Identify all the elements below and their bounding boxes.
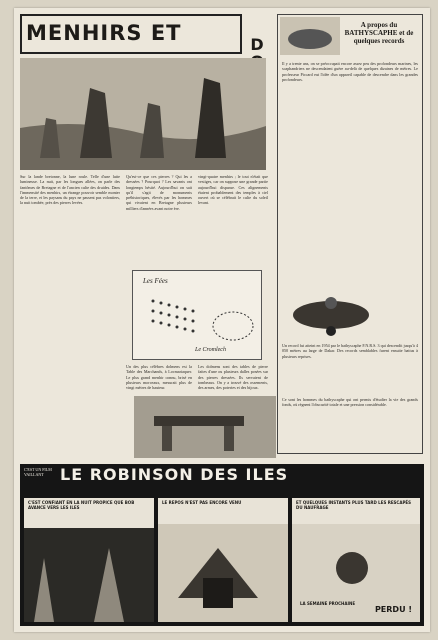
- panel-3-footer: LA SEMAINE PROCHAINE: [300, 601, 356, 606]
- menhir-illustration: [20, 58, 266, 170]
- comic-panel-2: [158, 498, 288, 622]
- article-column-5: Les dolmens sont des tables de pierre faites d'une ou plusieurs dalles posées sur des pierres dressées. Ils servaient de tombeaux. On y a trouvé des ossements, des armes, des poteries et des bijoux.: [198, 364, 268, 391]
- article-title-vertical: D: [250, 35, 264, 54]
- bathyscaphe-illustration: [286, 287, 376, 337]
- sidebar-text-bottom: Ce sont les hommes du bathyscaphe qui ont permis d'étudier la vie des grands fonds, où règnent l'obscurité totale et une pression considérable.: [282, 397, 418, 408]
- article-column-3: vingt-quatre menhirs ; le tout n'était que vestiges, car on suppose une grande partie aujourd'hui disparue. Ces alignements étaient probablement des temples à ciel ouvert où se célébrait le culte du soleil levant.: [198, 174, 268, 206]
- panel-3-caption: ET QUELQUES INSTANTS PLUS TARD LES RESCAPÉS DU NAUFRAGE: [296, 500, 412, 510]
- sidebar-text-mid: Un record fut atteint en 1954 par le bathyscaphe F.N.R.S. 3 qui descendit jusqu'à 4 050 mètres au large de Dakar. Des records semblables furent ensuite battus à plusieurs reprises.: [282, 343, 418, 359]
- magazine-page: [14, 8, 430, 632]
- comic-subtitle: C'EST UN FILM VAILLANT: [24, 467, 52, 477]
- dolmen-illustration: [134, 396, 276, 458]
- perdu-exclamation: PERDU !: [374, 605, 412, 614]
- hut-scene: [158, 498, 288, 622]
- sidebar-text-top: Il y a trente ans, on se préoccupait encore assez peu des profondeurs marines, les scaphandriers ne descendaient guère au-delà de quelques dizaines de mètres. Le professeur Piccard eut l'idée d'un appareil capable de descendre dans les grandes profondeurs.: [282, 61, 418, 82]
- article-column-1: Sur la lande bretonne, la lune roule. Telle d'une lutte lumineuse. La nuit, par les longues allées, on parle des fantômes de Bretagne et de l'ancien culte des druides. Dans l'immensité des menhirs, un étrange pouvoir semble monter de la terre, et les paysans du pays ne passent pas volontiers, la nuit tombée, près des pierres levées.: [20, 174, 120, 206]
- diagram-label-top: Les Fées: [143, 277, 168, 285]
- sidebar-box: [277, 14, 423, 454]
- sidebar-title: A propos du BATHYSCAPHE et de quelques records: [344, 21, 414, 45]
- panel-1-caption: C'EST CONFIANT EN LA NUIT PROPICE QUE BOB AVANCE VERS LES ILES: [28, 500, 135, 510]
- article-title: MENHIRS ET: [26, 21, 182, 45]
- cromlech-diagram: [132, 270, 262, 360]
- article-title-box: [20, 14, 242, 54]
- comic-panel-1: [24, 498, 154, 622]
- panel-2-caption: LE REPOS N'EST PAS ENCORE VENU: [162, 500, 242, 505]
- comic-title: LE ROBINSON DES ILES: [60, 465, 289, 484]
- comic-panel-3: [292, 498, 420, 622]
- diagram-label-bottom: Le Cromlech: [195, 347, 226, 353]
- comic-strip: [20, 464, 424, 626]
- jungle-scene: [24, 498, 154, 622]
- article-column-4: Un des plus célèbres dolmens est la Table des Marchands, à Locmariaquer. Le plus grand menhir connu, brisé en plusieurs morceaux, mesurait plus de vingt mètres de hauteur.: [126, 364, 192, 391]
- article-column-2: Qu'est-ce que ces pierres ? Qui les a dressées ? Pourquoi ? Les savants ont longtemps hésité. Aujourd'hui on sait qu'il s'agit de monuments préhistoriques, élevés par les hommes qui vivaient en Bretagne plusieurs milliers d'années avant notre ère.: [126, 174, 192, 211]
